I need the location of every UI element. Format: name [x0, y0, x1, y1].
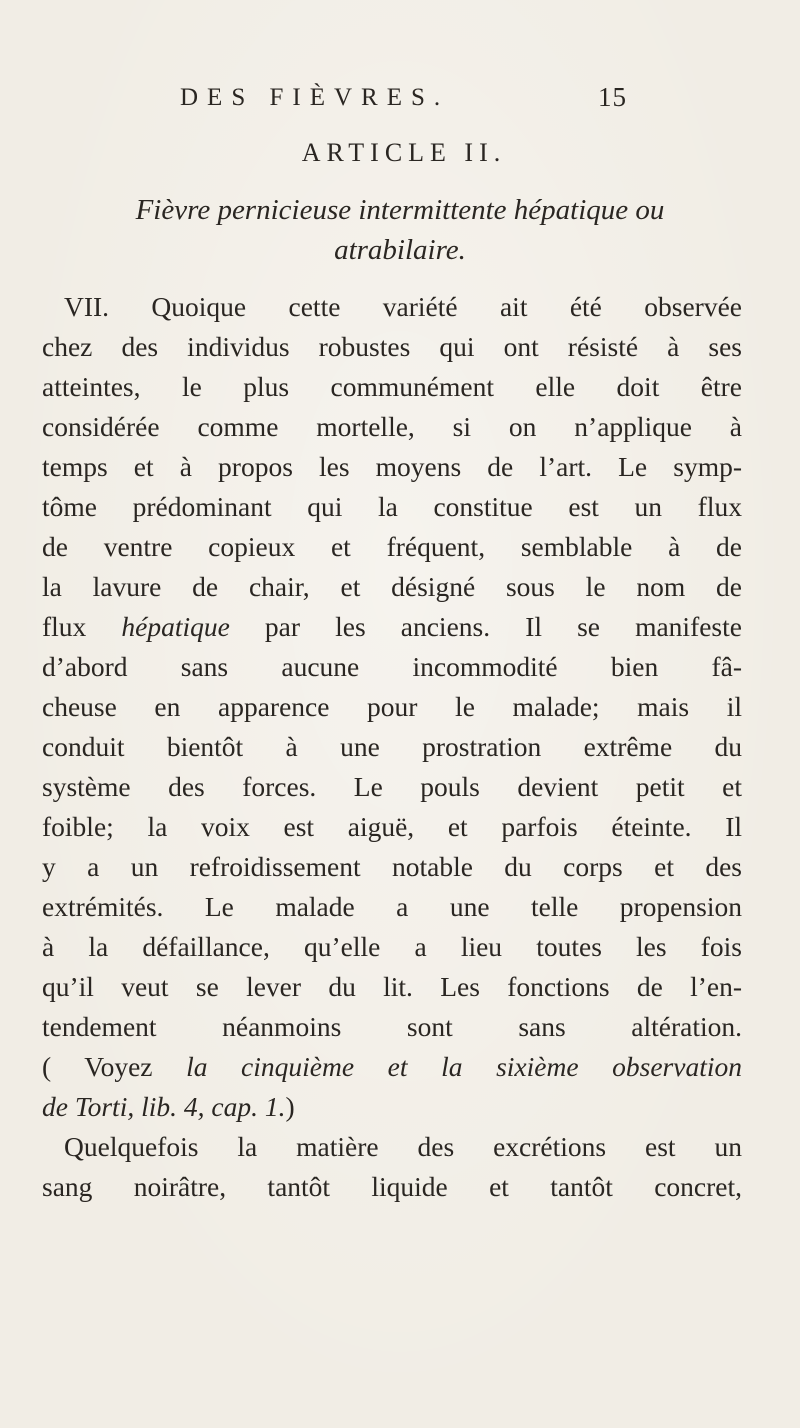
text-line: tôme prédominant qui la constitue est un flux — [42, 491, 742, 522]
text-line: d’abord sans aucune incommodité bien fâ- — [42, 651, 742, 682]
text-line: temps et à propos les moyens de l’art. Le symp- — [42, 451, 742, 482]
text-line: la lavure de chair, et désigné sous le nom de — [42, 571, 742, 602]
text-fragment: ( Voyez — [42, 1051, 187, 1082]
text-line — [42, 1047, 742, 1087]
text-fragment: par les anciens. Il se manifeste — [229, 611, 742, 642]
text-line: tendement néanmoins sont sans altération. — [42, 1011, 742, 1042]
text-line — [42, 1087, 742, 1127]
body-text — [42, 287, 742, 1207]
running-title: DES FIÈVRES. — [180, 84, 450, 111]
text-fragment: ) — [285, 1091, 295, 1122]
text-line: atteintes, le plus communément elle doit être — [42, 371, 742, 402]
running-head — [0, 84, 800, 120]
text-line: y a un refroidissement notable du corps et des — [42, 851, 742, 882]
text-line: chez des individus robustes qui ont résisté à ses — [42, 331, 742, 362]
italic-term: hépatique — [121, 611, 230, 642]
text-line: qu’il veut se lever du lit. Les fonctions de l’en- — [42, 971, 742, 1002]
text-line: sang noirâtre, tantôt liquide et tantôt concret, — [42, 1171, 742, 1202]
text-line: extrémités. Le malade a une telle propension — [42, 891, 742, 922]
article-subtitle — [60, 190, 740, 270]
text-line: à la défaillance, qu’elle a lieu toutes les fois — [42, 931, 742, 962]
text-line: considérée comme mortelle, si on n’applique à — [42, 411, 742, 442]
text-line: VII. Quoique cette variété ait été observée — [64, 291, 742, 322]
text-line: foible; la voix est aiguë, et parfois éteinte. Il — [42, 811, 742, 842]
text-line: conduit bientôt à une prostration extrême du — [42, 731, 742, 762]
subtitle-line: atrabilaire. — [334, 234, 466, 266]
article-heading: ARTICLE II. — [301, 138, 507, 167]
text-line: cheuse en apparence pour le malade; mais il — [42, 691, 742, 722]
text-line: système des forces. Le pouls devient petit et — [42, 771, 742, 802]
text-line: Quelquefois la matière des excrétions est un — [64, 1131, 742, 1162]
text-line — [42, 607, 742, 647]
italic-citation: de Torti, lib. 4, cap. 1. — [42, 1091, 286, 1122]
subtitle-line: Fièvre pernicieuse intermittente hépatique ou — [135, 194, 665, 226]
text-fragment: flux — [42, 611, 122, 642]
italic-citation: la cinquième et la sixième observation — [186, 1051, 742, 1082]
text-line: de ventre copieux et fréquent, semblable à de — [42, 531, 742, 562]
page-number: 15 — [598, 82, 627, 112]
